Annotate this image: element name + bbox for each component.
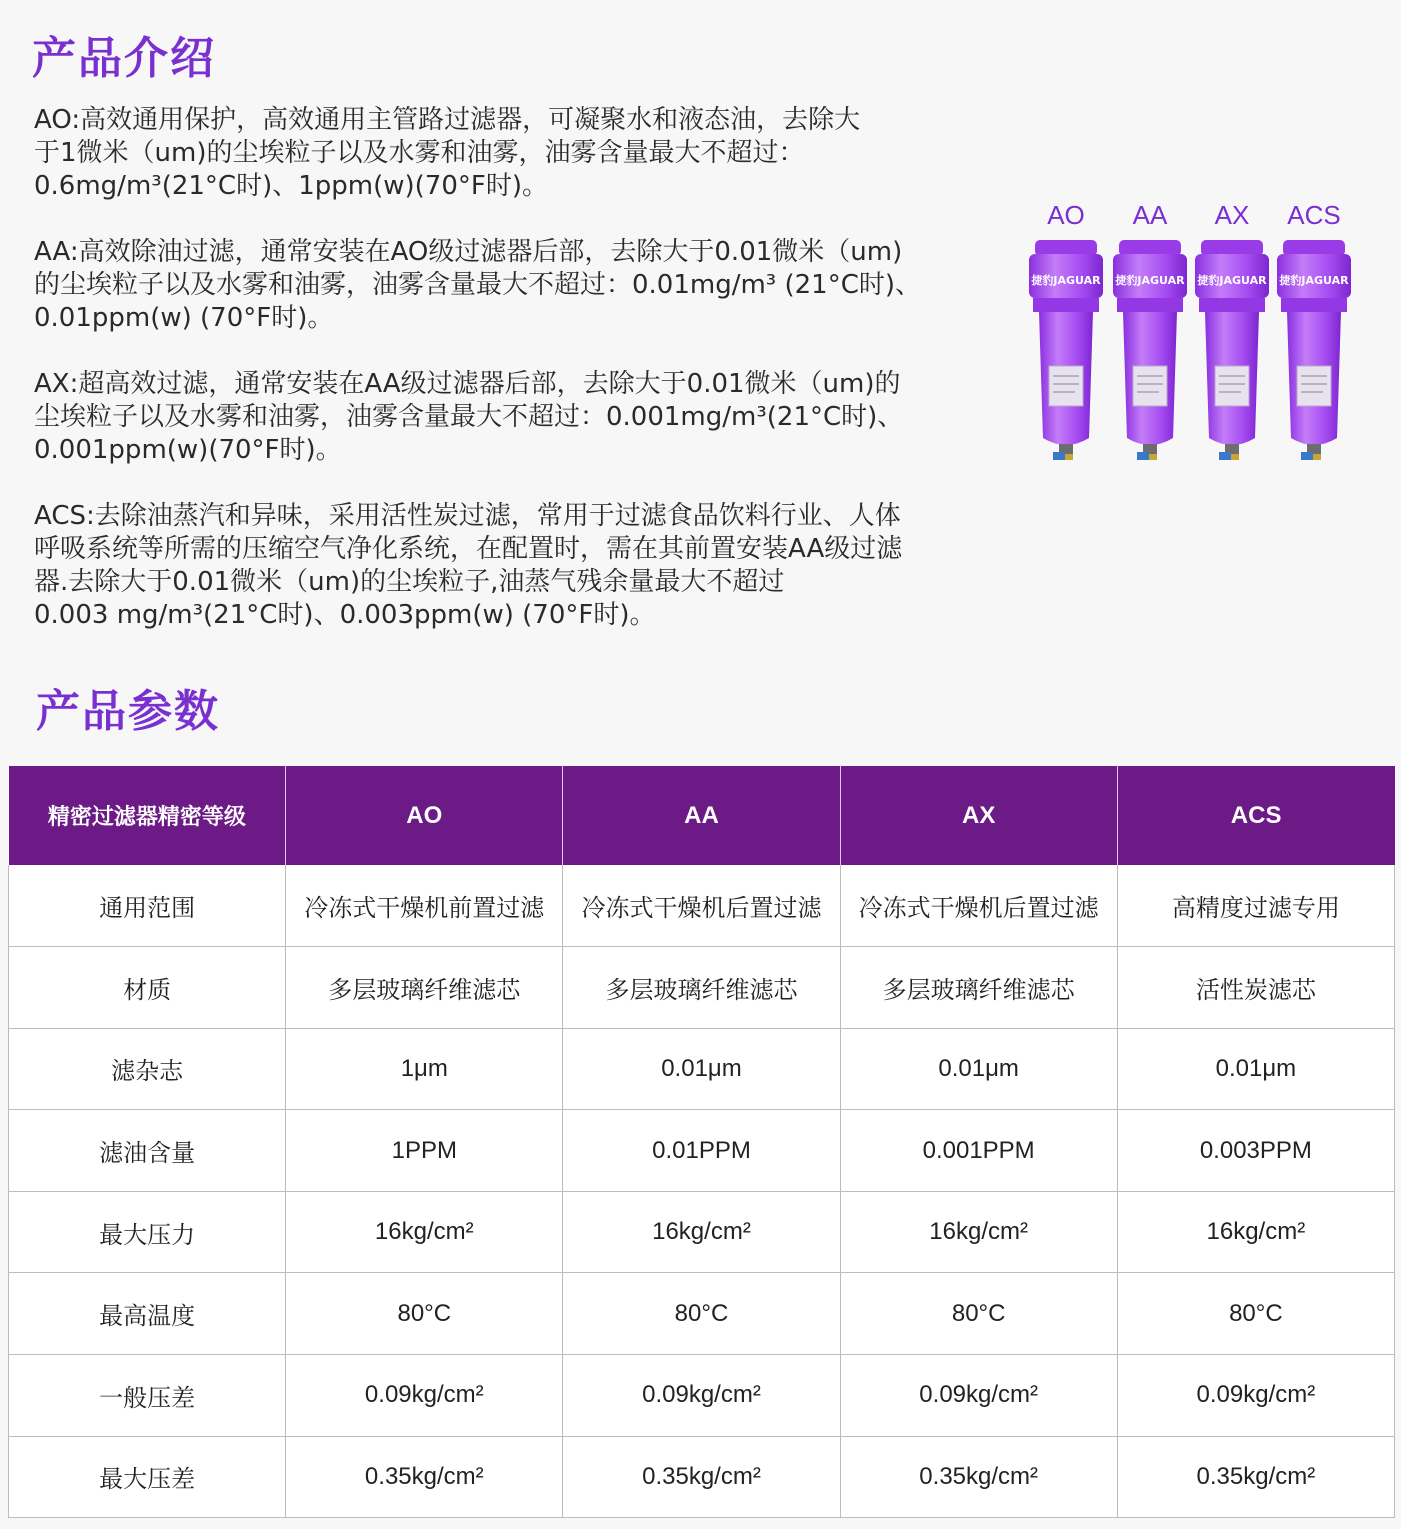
table-cell: 多层玻璃纤维滤芯 (563, 947, 840, 1029)
intro-paragraph-aa: AA:高效除油过滤，通常安装在AO级过滤器后部，去除大于0.01微米（um) 的尘埃粒子以及水雾和油雾，油雾含量最大不超过：0.01mg/m³ (21°C时)、 0.01ppm(w) (70°F时)。 (34, 237, 922, 333)
table-row (9, 1028, 1395, 1110)
table-row (9, 947, 1395, 1029)
table-cell: 0.001PPM (840, 1110, 1117, 1192)
table-cell: 多层玻璃纤维滤芯 (286, 947, 563, 1029)
header-ax: AX (840, 766, 1117, 865)
header-aa: AA (563, 766, 840, 865)
table-cell: 冷冻式干燥机前置过滤 (286, 865, 563, 947)
table-cell: 16kg/cm² (286, 1191, 563, 1273)
filter-brand-ao: 捷豹JAGUAR (1031, 274, 1101, 287)
row-label: 最大压差 (9, 1436, 286, 1518)
table-cell: 0.09kg/cm² (840, 1355, 1117, 1437)
filter-label-ax: AX (1214, 200, 1250, 230)
table-cell: 80°C (563, 1273, 840, 1355)
filter-label-ao: AO (1047, 200, 1085, 230)
table-cell: 冷冻式干燥机后置过滤 (840, 865, 1117, 947)
row-label: 一般压差 (9, 1355, 286, 1437)
table-cell: 多层玻璃纤维滤芯 (840, 947, 1117, 1029)
intro-paragraph-ao: AO:高效通用保护，高效通用主管路过滤器，可凝聚水和液态油，去除大 于1微米（um)的尘埃粒子以及水雾和油雾，油雾含量最大不超过： 0.6mg/m³(21°C时)、1ppm(w)(70°F时)。 (34, 105, 861, 201)
table-cell: 16kg/cm² (563, 1191, 840, 1273)
table-cell: 0.01μm (840, 1028, 1117, 1110)
table-cell: 0.01PPM (563, 1110, 840, 1192)
row-label: 滤油含量 (9, 1110, 286, 1192)
table-cell: 冷冻式干燥机后置过滤 (563, 865, 840, 947)
table-header-row (9, 766, 1395, 865)
table-cell: 1μm (286, 1028, 563, 1110)
intro-paragraph-acs: ACS:去除油蒸汽和异味，采用活性炭过滤，常用于过滤食品饮料行业、人体 呼吸系统等所需的压缩空气净化系统，在配置时，需在其前置安装AA级过滤 器.去除大于0.01微米（um)的尘埃粒子,油蒸气残余量最大不超过 0.003 mg/m³(21°C时)、0.003ppm(w) (70°F时)。 (34, 501, 903, 630)
filter-product-image (1025, 200, 1370, 470)
table-cell: 0.01μm (563, 1028, 840, 1110)
intro-text (34, 104, 994, 665)
header-grade: 精密过滤器精密等级 (9, 766, 286, 865)
table-cell: 活性炭滤芯 (1117, 947, 1394, 1029)
filter-unit-acs (1273, 200, 1355, 470)
row-label: 通用范围 (9, 865, 286, 947)
intro-title: 产品介绍 (32, 33, 216, 84)
table-row (9, 1191, 1395, 1273)
row-label: 最大压力 (9, 1191, 286, 1273)
row-label: 材质 (9, 947, 286, 1029)
table-cell: 80°C (1117, 1273, 1394, 1355)
table-cell: 0.35kg/cm² (286, 1436, 563, 1518)
table-row (9, 1110, 1395, 1192)
filter-label-acs: ACS (1287, 200, 1341, 230)
filter-unit-ax (1191, 200, 1273, 470)
filter-brand-aa: 捷豹JAGUAR (1115, 274, 1185, 287)
intro-paragraph-ax: AX:超高效过滤，通常安装在AA级过滤器后部，去除大于0.01微米（um)的 尘埃粒子以及水雾和油雾，油雾含量最大不超过：0.001mg/m³(21°C时)、 0.001ppm(w)(70°F时)。 (34, 369, 904, 465)
table-cell: 0.09kg/cm² (1117, 1355, 1394, 1437)
table-cell: 80°C (840, 1273, 1117, 1355)
header-acs: ACS (1117, 766, 1394, 865)
filter-unit-aa (1109, 200, 1191, 470)
table-cell: 16kg/cm² (840, 1191, 1117, 1273)
table-cell: 0.35kg/cm² (563, 1436, 840, 1518)
params-title: 产品参数 (36, 686, 220, 737)
table-cell: 80°C (286, 1273, 563, 1355)
table-cell: 0.003PPM (1117, 1110, 1394, 1192)
table-cell: 1PPM (286, 1110, 563, 1192)
filter-label-aa: AA (1132, 200, 1168, 230)
filter-brand-ax: 捷豹JAGUAR (1197, 274, 1267, 287)
header-ao: AO (286, 766, 563, 865)
filter-unit-ao (1025, 200, 1107, 470)
table-cell: 高精度过滤专用 (1117, 865, 1394, 947)
row-label: 滤杂志 (9, 1028, 286, 1110)
table-cell: 0.09kg/cm² (563, 1355, 840, 1437)
table-cell: 0.35kg/cm² (840, 1436, 1117, 1518)
filter-brand-acs: 捷豹JAGUAR (1279, 274, 1349, 287)
table-row (9, 865, 1395, 947)
table-cell: 0.35kg/cm² (1117, 1436, 1394, 1518)
table-row (9, 1436, 1395, 1518)
table-cell: 0.01μm (1117, 1028, 1394, 1110)
table-cell: 0.09kg/cm² (286, 1355, 563, 1437)
table-row (9, 1273, 1395, 1355)
table-cell: 16kg/cm² (1117, 1191, 1394, 1273)
row-label: 最高温度 (9, 1273, 286, 1355)
params-table (8, 766, 1395, 1518)
table-row (9, 1355, 1395, 1437)
